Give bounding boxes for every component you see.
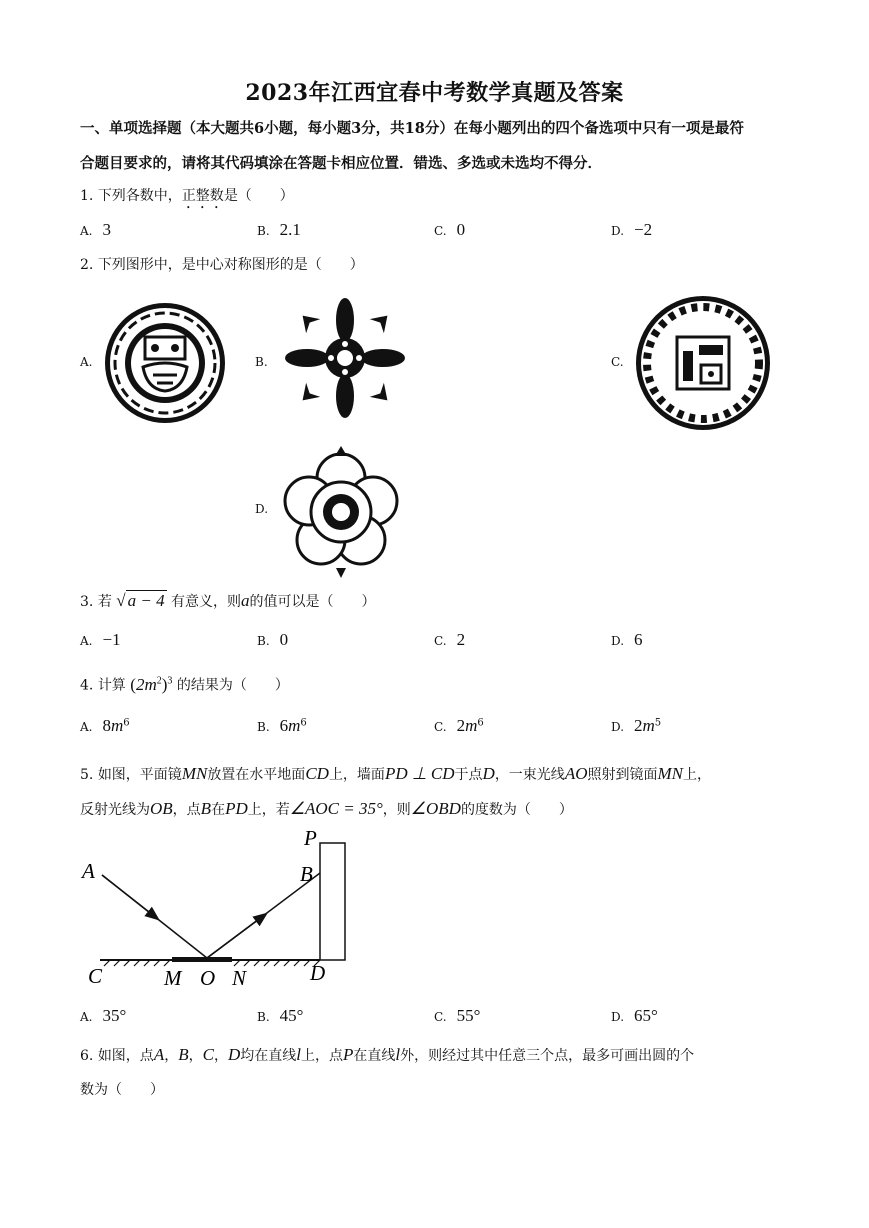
option-a: A. −1 (80, 630, 121, 649)
option-c: C. 0 (434, 220, 466, 239)
question-text: 有意义，则 (171, 594, 242, 610)
section-header-line1: 一、单项选择题（本大题共6小题，每小题3分，共18分）在每小题列出的四个备选项中只有一项是最符 (80, 120, 744, 137)
mirror (172, 957, 232, 962)
emphasized-text: 正整数 (181, 188, 224, 204)
option-c: C. 2 (434, 630, 466, 649)
question-3-options (80, 630, 800, 654)
power-expression: $(2m^2)^3$ (130, 674, 173, 694)
figure-label-d: D. (255, 502, 269, 516)
wall (320, 843, 345, 960)
question-text: 下列各数中， (97, 188, 182, 204)
page-title: 2023年江西宜春中考数学真题及答案 (245, 80, 624, 106)
option-d: D. 6 (611, 630, 643, 649)
question-5 (80, 757, 800, 827)
option-b: B. 2.1 (257, 220, 301, 239)
question-text: 的值可以是（ ） (249, 594, 376, 610)
emblem-a-image (100, 293, 230, 433)
question-number: 1. (80, 188, 94, 204)
point-label-p: P (304, 826, 317, 850)
question-6-line1: 6. 如图，点A，B，C，D均在直线l上，点P在直线l外，则经过其中任意三个点，最多可画出圆的个 (80, 1045, 695, 1064)
figure-label-b: B. (255, 355, 268, 369)
point-label-c: C (88, 964, 103, 988)
option-d: D. 65° (611, 1006, 658, 1025)
question-1-options (80, 220, 800, 244)
question-5-options (80, 1006, 800, 1030)
question-number: 2. (80, 257, 94, 273)
option-a: A. $8m^6$ (80, 716, 130, 735)
option-c: C. 55° (434, 1006, 481, 1025)
question-4 (80, 671, 800, 696)
point-label-n: N (232, 966, 247, 990)
question-text: 的结果为（ ） (176, 677, 289, 694)
point-label-m: M (164, 966, 182, 990)
figure-label-a: A. (80, 355, 93, 369)
question-1 (80, 186, 800, 212)
figure-label-c: C. (611, 355, 624, 369)
question-6 (80, 1038, 800, 1107)
sqrt-expression: √ a − 4 (116, 591, 165, 610)
option-c: C. $2m^6$ (434, 716, 484, 735)
option-b: B. 45° (257, 1006, 304, 1025)
reflected-arrow (207, 917, 262, 958)
option-a: A. 35° (80, 1006, 127, 1025)
question-4-options (80, 716, 800, 740)
option-b: B. 0 (257, 630, 289, 649)
question-number: 3. (80, 594, 94, 610)
flower-b-image (280, 293, 410, 423)
option-d: D. −2 (611, 220, 653, 239)
option-b: B. $6m^6$ (257, 716, 307, 735)
option-a: A. 3 (80, 220, 111, 239)
point-label-o: O (200, 966, 216, 990)
point-label-a: A (82, 859, 95, 883)
question-5-line1: 5. 如图，平面镜MN放置在水平地面CD上，墙面PD ⊥ CD于点D，一束光线AO照射到镜面MN上， (80, 764, 711, 783)
question-text: 计算 (97, 677, 126, 694)
option-d: D. $2m^5$ (611, 716, 662, 735)
section-header-line2: 合题目要求的，请将其代码填涂在答题卡相应位置．错选、多选或未选均不得分． (80, 155, 602, 172)
question-text: 是（ ） (223, 188, 294, 204)
question-6-line2: 数为（ ） (80, 1082, 164, 1098)
question-number: 4. (80, 677, 94, 694)
question-text: 下列图形中，是中心对称图形的是（ ） (97, 257, 364, 273)
mirror-reflection-diagram (80, 825, 370, 995)
point-label-d: D (310, 961, 326, 985)
question-2 (80, 255, 800, 275)
emblem-c-image (633, 293, 773, 433)
flower-d-image (276, 440, 406, 580)
question-3: 3. 若 √ a − 4 有意义，则a的值可以是（ ） (80, 591, 376, 610)
question-text: 若 (97, 594, 112, 610)
incident-arrow (102, 875, 154, 916)
point-label-b: B (300, 862, 313, 886)
question-5-line2: 反射光线为OB，点B在PD上，若∠AOC = 35°，则∠OBD的度数为（ ） (80, 799, 573, 818)
